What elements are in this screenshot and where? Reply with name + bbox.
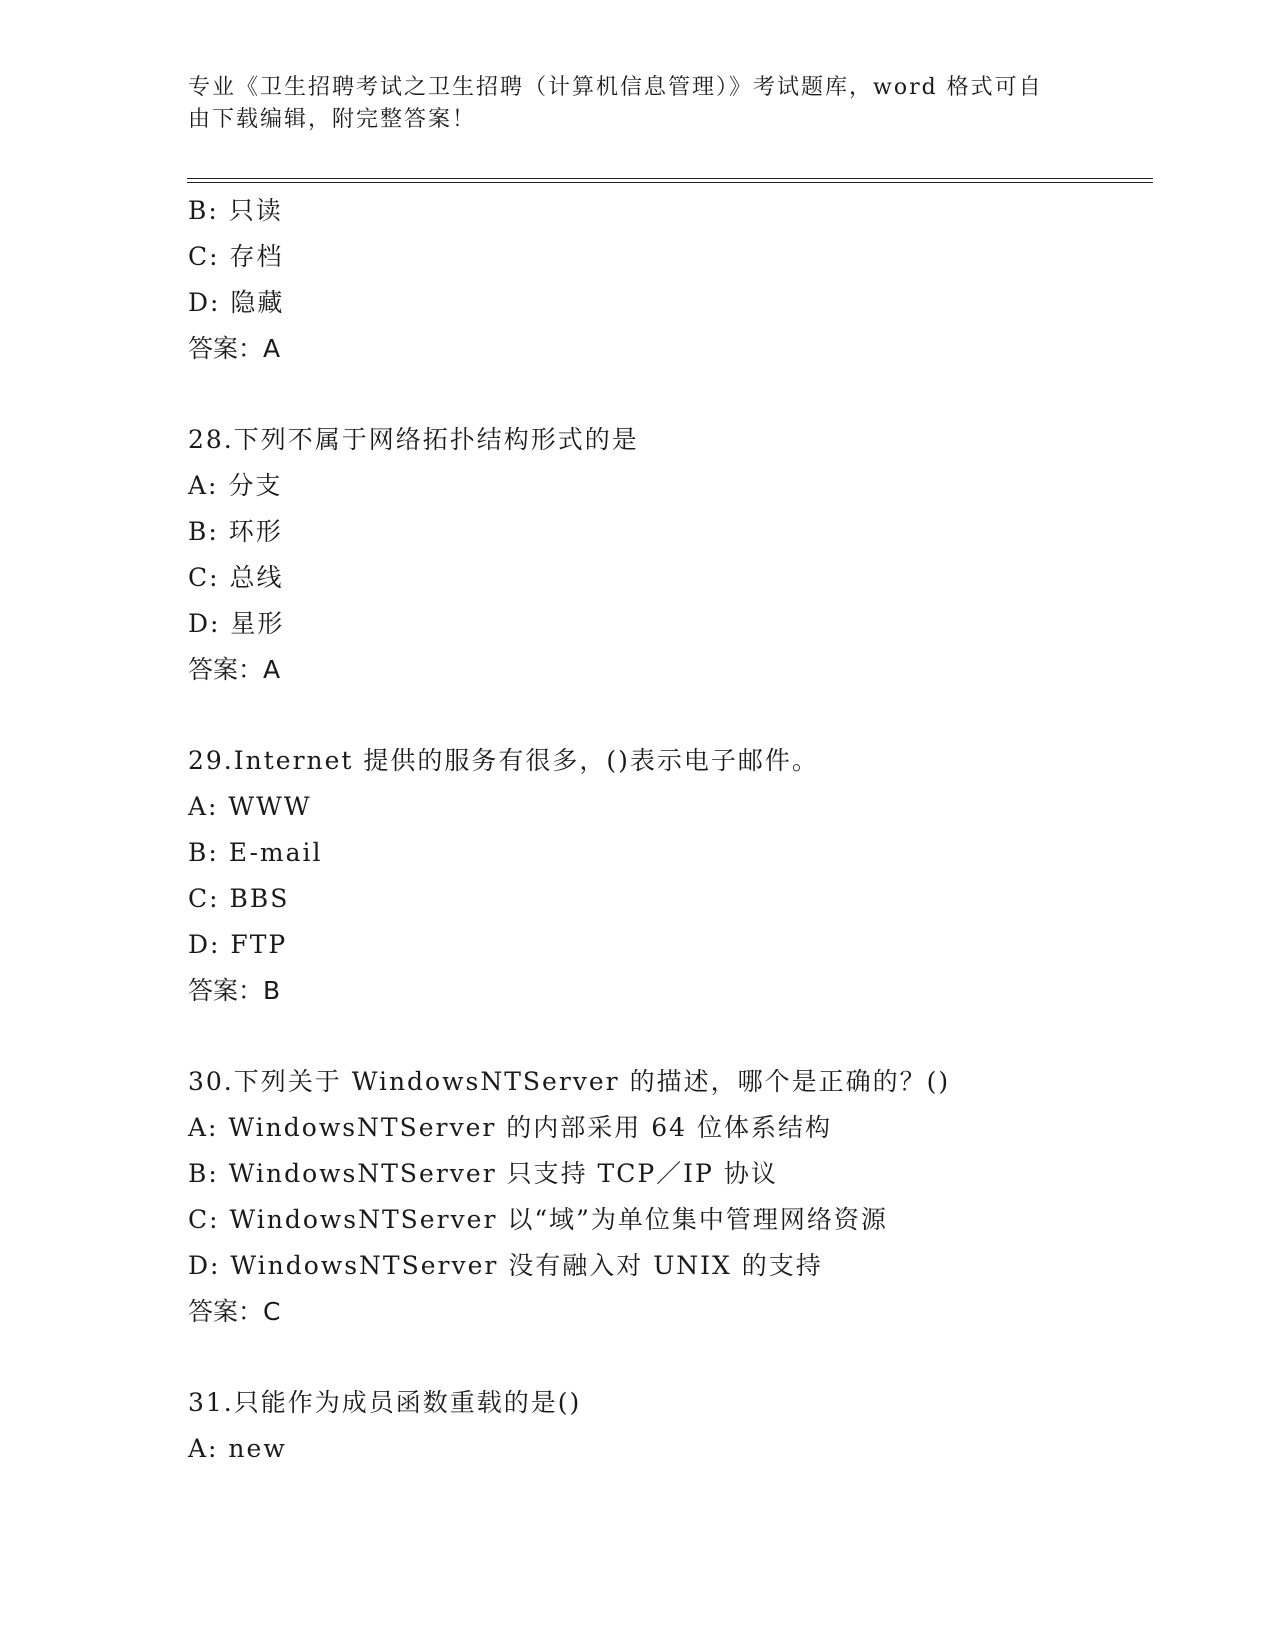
spacer [188,693,1148,738]
option-c: C: 总线 [188,563,284,592]
answer-line: 答案：A [188,334,281,363]
question-text: 30.下列关于 WindowsNTServer 的描述，哪个是正确的？() [188,1067,951,1096]
option-c: C: 存档 [188,242,284,271]
option-a: A: WindowsNTServer 的内部采用 64 位体系结构 [188,1113,833,1142]
header-divider-bottom [187,182,1153,183]
option-d: D: WindowsNTServer 没有融入对 UNIX 的支持 [188,1251,823,1280]
spacer [188,1014,1148,1059]
option-a: A: 分支 [188,471,283,500]
question-text: 31.只能作为成员函数重载的是() [188,1388,582,1417]
question-27-continued [188,188,1148,372]
question-text: 29.Internet 提供的服务有很多，()表示电子邮件。 [188,746,819,775]
option-b: B: 环形 [188,517,283,546]
header-divider-top [187,178,1153,179]
answer-line: 答案：A [188,655,281,684]
option-a: A: WWW [188,792,312,821]
question-29 [188,738,1148,1014]
question-28 [188,417,1148,693]
question-30 [188,1059,1148,1335]
option-d: D: 星形 [188,609,285,638]
option-d: D: 隐藏 [188,288,285,317]
question-list [188,188,1148,1472]
option-b: B: E-mail [188,838,323,867]
answer-line: 答案：B [188,976,281,1005]
option-c: C: BBS [188,884,290,913]
option-b: B: 只读 [188,196,283,225]
document-header [188,72,1068,136]
answer-line: 答案：C [188,1297,281,1326]
option-b: B: WindowsNTServer 只支持 TCP／IP 协议 [188,1159,778,1188]
spacer [188,1335,1148,1380]
header-line-1: 专业《卫生招聘考试之卫生招聘（计算机信息管理）》考试题库，word 格式可自 [188,75,1043,100]
option-a: A: new [188,1434,287,1463]
question-31 [188,1380,1148,1472]
spacer [188,372,1148,417]
option-d: D: FTP [188,930,288,959]
question-text: 28.下列不属于网络拓扑结构形式的是 [188,425,639,454]
header-line-2: 由下载编辑，附完整答案！ [188,107,477,132]
option-c: C: WindowsNTServer 以“域”为单位集中管理网络资源 [188,1205,888,1234]
